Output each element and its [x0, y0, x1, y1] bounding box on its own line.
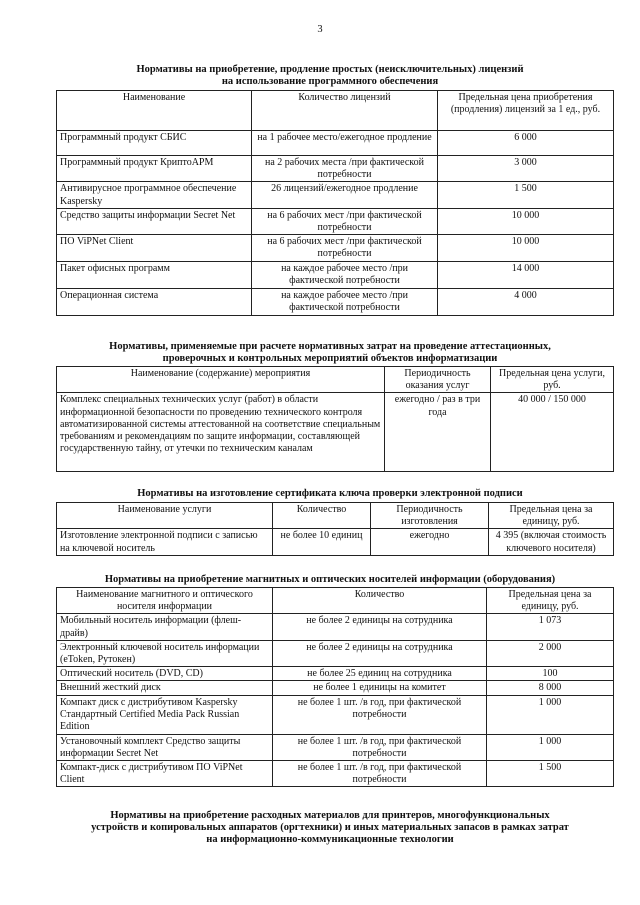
certificate-cell-price: 4 395 (включая стоимость ключевого носителя) [489, 529, 614, 556]
media-header-price: Предельная цена за единицу, руб. [487, 588, 614, 614]
media-row [57, 761, 614, 787]
licenses-cell-price: 3 000 [438, 156, 614, 182]
media-row [57, 667, 614, 681]
section2-title-line2: проверочных и контрольных мероприятий объектов информатизации [162, 353, 498, 364]
attestation-header-period: Периодичность оказания услуг [385, 367, 491, 393]
licenses-header-price: Предельная цена приобретения (продления) лицензий за 1 ед., руб. [438, 91, 614, 131]
licenses-header-quantity: Количество лицензий [252, 91, 438, 131]
media-cell-quantity: не более 2 единицы на сотрудника [273, 640, 487, 666]
licenses-row [57, 235, 614, 261]
media-cell-price: 1 500 [487, 761, 614, 787]
media-row [57, 614, 614, 640]
licenses-header-name: Наименование [57, 91, 252, 131]
page-number: 3 [317, 24, 323, 35]
media-cell-price: 2 000 [487, 640, 614, 666]
media-cell-name: Компакт диск с дистрибутивом Kaspersky Стандартный Certified Media Pack Russian Edition [57, 695, 273, 734]
media-header-name: Наименование магнитного и оптического носителя информации [57, 588, 273, 614]
media-row [57, 734, 614, 760]
media-cell-price: 100 [487, 667, 614, 681]
media-cell-name: Мобильный носитель информации (флеш-драйв) [57, 614, 273, 640]
media-cell-name: Компакт-диск с дистрибутивом ПО ViPNet Client [57, 761, 273, 787]
certificate-cell-name: Изготовление электронной подписи с записью на ключевой носитель [57, 529, 273, 556]
section5-title [40, 810, 620, 846]
media-cell-quantity: не более 25 единиц на сотрудника [273, 667, 487, 681]
licenses-row [57, 288, 614, 315]
licenses-cell-name: Операционная система [57, 288, 252, 315]
section1-title-line1: Нормативы на приобретение, продление простых (неисключительных) лицензий [136, 64, 524, 75]
media-cell-quantity: не более 1 шт. /в год, при фактической потребности [273, 761, 487, 787]
certificate-cell-period: ежегодно [371, 529, 489, 556]
section2-title [40, 341, 620, 365]
attestation-cell-price: 40 000 / 150 000 [491, 393, 614, 472]
licenses-cell-name: Средство защиты информации Secret Net [57, 208, 252, 234]
media-cell-quantity: не более 1 единицы на комитет [273, 681, 487, 695]
licenses-cell-price: 4 000 [438, 288, 614, 315]
licenses-cell-name: Программный продукт СБИС [57, 131, 252, 156]
attestation-cell-period: ежегодно / раз в три года [385, 393, 491, 472]
licenses-cell-name: ПО ViPNet Client [57, 235, 252, 261]
media-cell-name: Оптический носитель (DVD, CD) [57, 667, 273, 681]
licenses-row [57, 208, 614, 234]
media-cell-quantity: не более 2 единицы на сотрудника [273, 614, 487, 640]
media-row [57, 695, 614, 734]
section4-title-line: Нормативы на приобретение магнитных и оптических носителей информации (оборудования) [104, 574, 556, 585]
section3-title-line: Нормативы на изготовление сертификата ключа проверки электронной подписи [137, 488, 523, 499]
licenses-cell-quantity: на 6 рабочих мест /при фактической потребности [252, 208, 438, 234]
attestation-header-name: Наименование (содержание) мероприятия [57, 367, 385, 393]
section2-title-line1: Нормативы, применяемые при расчете нормативных затрат на проведение аттестационных, [109, 341, 551, 352]
certificate-row [57, 529, 614, 556]
section5-title-line1: Нормативы на приобретение расходных материалов для принтеров, многофункциональных [110, 810, 550, 821]
media-row [57, 640, 614, 666]
media-row [57, 681, 614, 695]
licenses-table [56, 90, 614, 316]
licenses-cell-quantity: на 2 рабочих места /при фактической потребности [252, 156, 438, 182]
media-cell-quantity: не более 1 шт. /в год, при фактической потребности [273, 734, 487, 760]
section1-title-line2: на использование программного обеспечения [221, 76, 439, 87]
licenses-cell-quantity: на каждое рабочее место /при фактической потребности [252, 288, 438, 315]
licenses-cell-price: 10 000 [438, 235, 614, 261]
attestation-row [57, 393, 614, 472]
licenses-row [57, 131, 614, 156]
media-cell-name: Установочный комплект Средство защиты информации Secret Net [57, 734, 273, 760]
licenses-cell-name: Антивирусное программное обеспечение Kaspersky [57, 182, 252, 208]
licenses-cell-price: 1 500 [438, 182, 614, 208]
section5-title-line3: на информационно-коммуникационные технологии [206, 834, 454, 845]
licenses-cell-price: 10 000 [438, 208, 614, 234]
media-cell-price: 1 073 [487, 614, 614, 640]
attestation-table [56, 366, 614, 472]
licenses-cell-name: Программный продукт КриптоАРМ [57, 156, 252, 182]
attestation-cell-name: Комплекс специальных технических услуг (работ) в области информационной безопасности по проведению технического контроля автоматизированной системы аттестованной на соответствие специальным требованиям и рекомендациям по защите информации, составляющей государственную тайну, от утечки по техническим каналам [57, 393, 385, 472]
media-cell-name: Внешний жесткий диск [57, 681, 273, 695]
licenses-row [57, 156, 614, 182]
certificate-cell-quantity: не более 10 единиц [273, 529, 371, 556]
media-cell-quantity: не более 1 шт. /в год, при фактической потребности [273, 695, 487, 734]
attestation-header-price: Предельная цена услуги, руб. [491, 367, 614, 393]
licenses-row [57, 261, 614, 288]
licenses-cell-quantity: на 1 рабочее место/ежегодное продление [252, 131, 438, 156]
licenses-cell-price: 14 000 [438, 261, 614, 288]
media-cell-name: Электронный ключевой носитель информации (eToken, Рутокен) [57, 640, 273, 666]
section5-title-line2: устройств и копировальных аппаратов (оргтехники) и иных материальных запасов в рамках затрат [91, 822, 569, 833]
licenses-cell-name: Пакет офисных программ [57, 261, 252, 288]
media-table [56, 587, 614, 787]
section3-title [40, 488, 620, 500]
licenses-cell-quantity: на каждое рабочее место /при фактической потребности [252, 261, 438, 288]
media-cell-price: 1 000 [487, 695, 614, 734]
certificate-header-price: Предельная цена за единицу, руб. [489, 503, 614, 529]
certificate-header-name: Наименование услуги [57, 503, 273, 529]
licenses-cell-quantity: на 6 рабочих мест /при фактической потребности [252, 235, 438, 261]
certificate-table [56, 502, 614, 556]
section1-title [40, 64, 620, 88]
licenses-cell-price: 6 000 [438, 131, 614, 156]
media-header-quantity: Количество [273, 588, 487, 614]
certificate-header-quantity: Количество [273, 503, 371, 529]
section4-title [40, 574, 620, 586]
licenses-row [57, 182, 614, 208]
certificate-header-period: Периодичность изготовления [371, 503, 489, 529]
media-cell-price: 1 000 [487, 734, 614, 760]
licenses-cell-quantity: 26 лицензий/ежегодное продление [252, 182, 438, 208]
media-cell-price: 8 000 [487, 681, 614, 695]
